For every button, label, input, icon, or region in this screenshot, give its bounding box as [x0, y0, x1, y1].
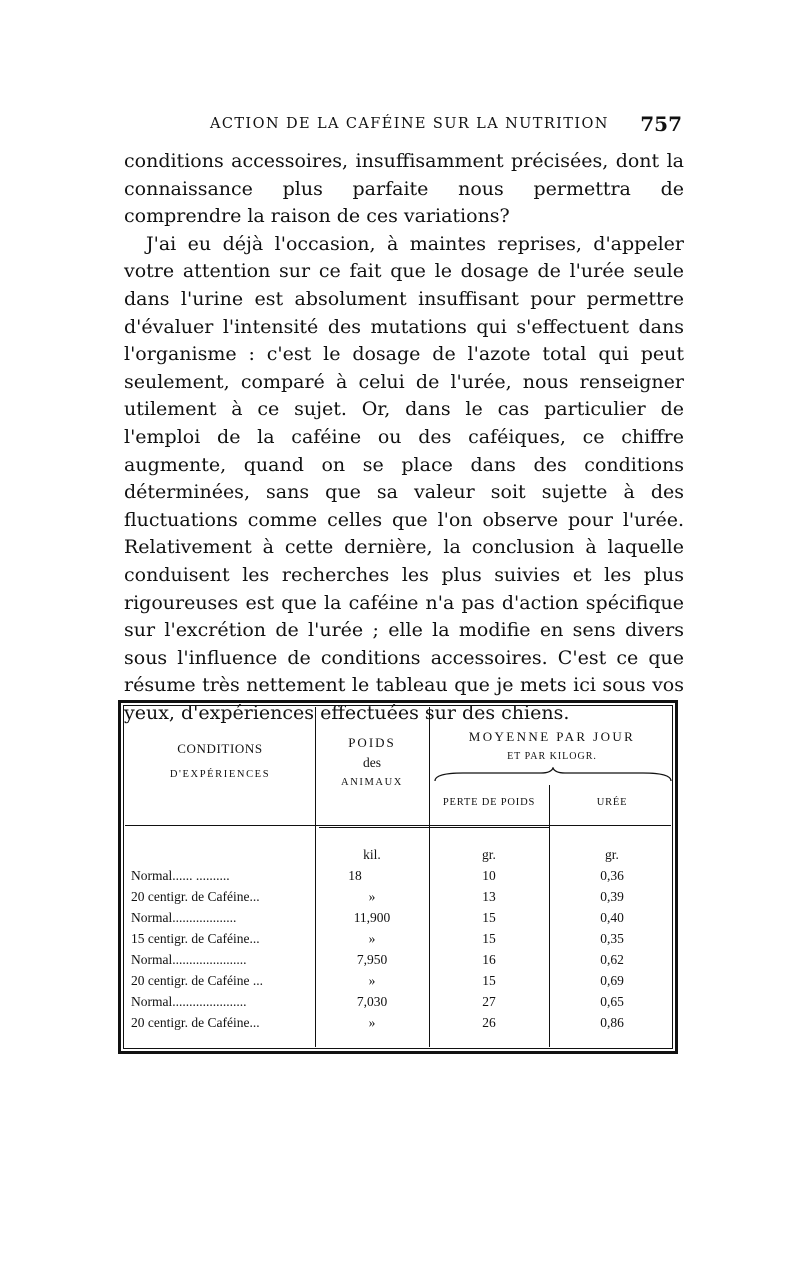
row-uree: 0,39 [600, 889, 624, 904]
header-animaux: ANIMAUX [341, 777, 403, 788]
row-condition: Normal...... .......... [131, 868, 230, 883]
row-perte: 10 [482, 868, 496, 883]
results-table [118, 700, 678, 1054]
unit-poids: kil. [363, 847, 381, 862]
row-poids: 11,900 [353, 910, 391, 925]
header-rule [319, 827, 549, 828]
row-perte: 16 [482, 952, 496, 967]
row-poids: » [368, 973, 376, 988]
row-condition: Normal...................... [131, 994, 247, 1009]
row-uree: 0,65 [600, 994, 624, 1009]
row-uree: 0,86 [600, 1015, 624, 1030]
row-condition: 20 centigr. de Caféine... [131, 889, 260, 904]
unit-uree: gr. [605, 847, 619, 862]
row-condition: 20 centigr. de Caféine ... [131, 973, 263, 988]
row-poids: 7,030 [356, 994, 388, 1009]
row-perte: 26 [482, 1015, 496, 1030]
header-conditions: CONDITIONS [177, 741, 263, 756]
paragraph-1: conditions accessoires, insuffisamment précisées, dont la connaissance plus parfaite nous permettra de comprendre la raison de ces variations? [124, 150, 684, 228]
header-moyenne: MOYENNE PAR JOUR [468, 729, 636, 744]
header-brace [433, 767, 673, 783]
body-text [124, 148, 684, 727]
row-poids: 18 [348, 868, 362, 883]
row-condition: 15 centigr. de Caféine... [131, 931, 260, 946]
row-poids: » [368, 889, 376, 904]
header-des: des [363, 755, 381, 770]
row-perte: 15 [482, 973, 496, 988]
row-uree: 0,35 [600, 931, 624, 946]
unit-perte: gr. [482, 847, 496, 862]
header-rule [125, 825, 671, 826]
row-uree: 0,36 [600, 868, 624, 883]
row-uree: 0,40 [600, 910, 624, 925]
row-perte: 27 [482, 994, 496, 1009]
row-perte: 15 [482, 910, 496, 925]
row-uree: 0,69 [600, 973, 624, 988]
row-condition: 20 centigr. de Caféine... [131, 1015, 260, 1030]
row-perte: 15 [482, 931, 496, 946]
header-perte: PERTE DE POIDS [442, 797, 536, 808]
row-poids: » [368, 1015, 376, 1030]
running-title: ACTION DE LA CAFÉINE SUR LA NUTRITION [210, 116, 609, 132]
header-poids: POIDS [348, 735, 396, 750]
row-condition: Normal...................... [131, 952, 247, 967]
running-header [120, 112, 688, 142]
header-experiences: D'EXPÉRIENCES [169, 769, 271, 780]
row-perte: 13 [482, 889, 496, 904]
row-condition: Normal................... [131, 910, 237, 925]
header-uree: URÉE [596, 797, 628, 808]
row-uree: 0,62 [600, 952, 624, 967]
paragraph-2: J'ai eu déjà l'occasion, à maintes reprises, d'appeler votre attention sur ce fait que le dosage de l'urée seule dans l'urine est absolument insuffisant pour permettre d'évaluer l'intensité des mutations qui s'effectuent dans l'organisme : c'est le dosage de l'azote total qui peut seulement, comparé à celui de l'urée, nous renseigner utilement à ce sujet. Or, dans le cas particulier de l'emploi de la caféine ou des caféiques, ce chiffre augmente, quand on se place dans des conditions déterminées, sans que sa valeur soit sujette à des fluctuations comme celles que l'on observe pour l'urée. Relativement à cette dernière, la conclusion à laquelle conduisent les recherches les plus suivies et les plus rigoureuses est que la caféine n'a pas d'action spécifique sur l'excrétion de l'urée ; elle la modifie en sens divers sous l'influence de conditions accessoires. C'est ce que résume très nettement le tableau que je mets ici sous vos yeux, d'expériences effectuées sur des chiens. [124, 232, 684, 724]
page-number: 757 [640, 112, 682, 136]
row-poids: 7,950 [356, 952, 388, 967]
row-poids: » [368, 931, 376, 946]
header-par-kilogr: ET PAR KILOGR. [507, 751, 597, 762]
